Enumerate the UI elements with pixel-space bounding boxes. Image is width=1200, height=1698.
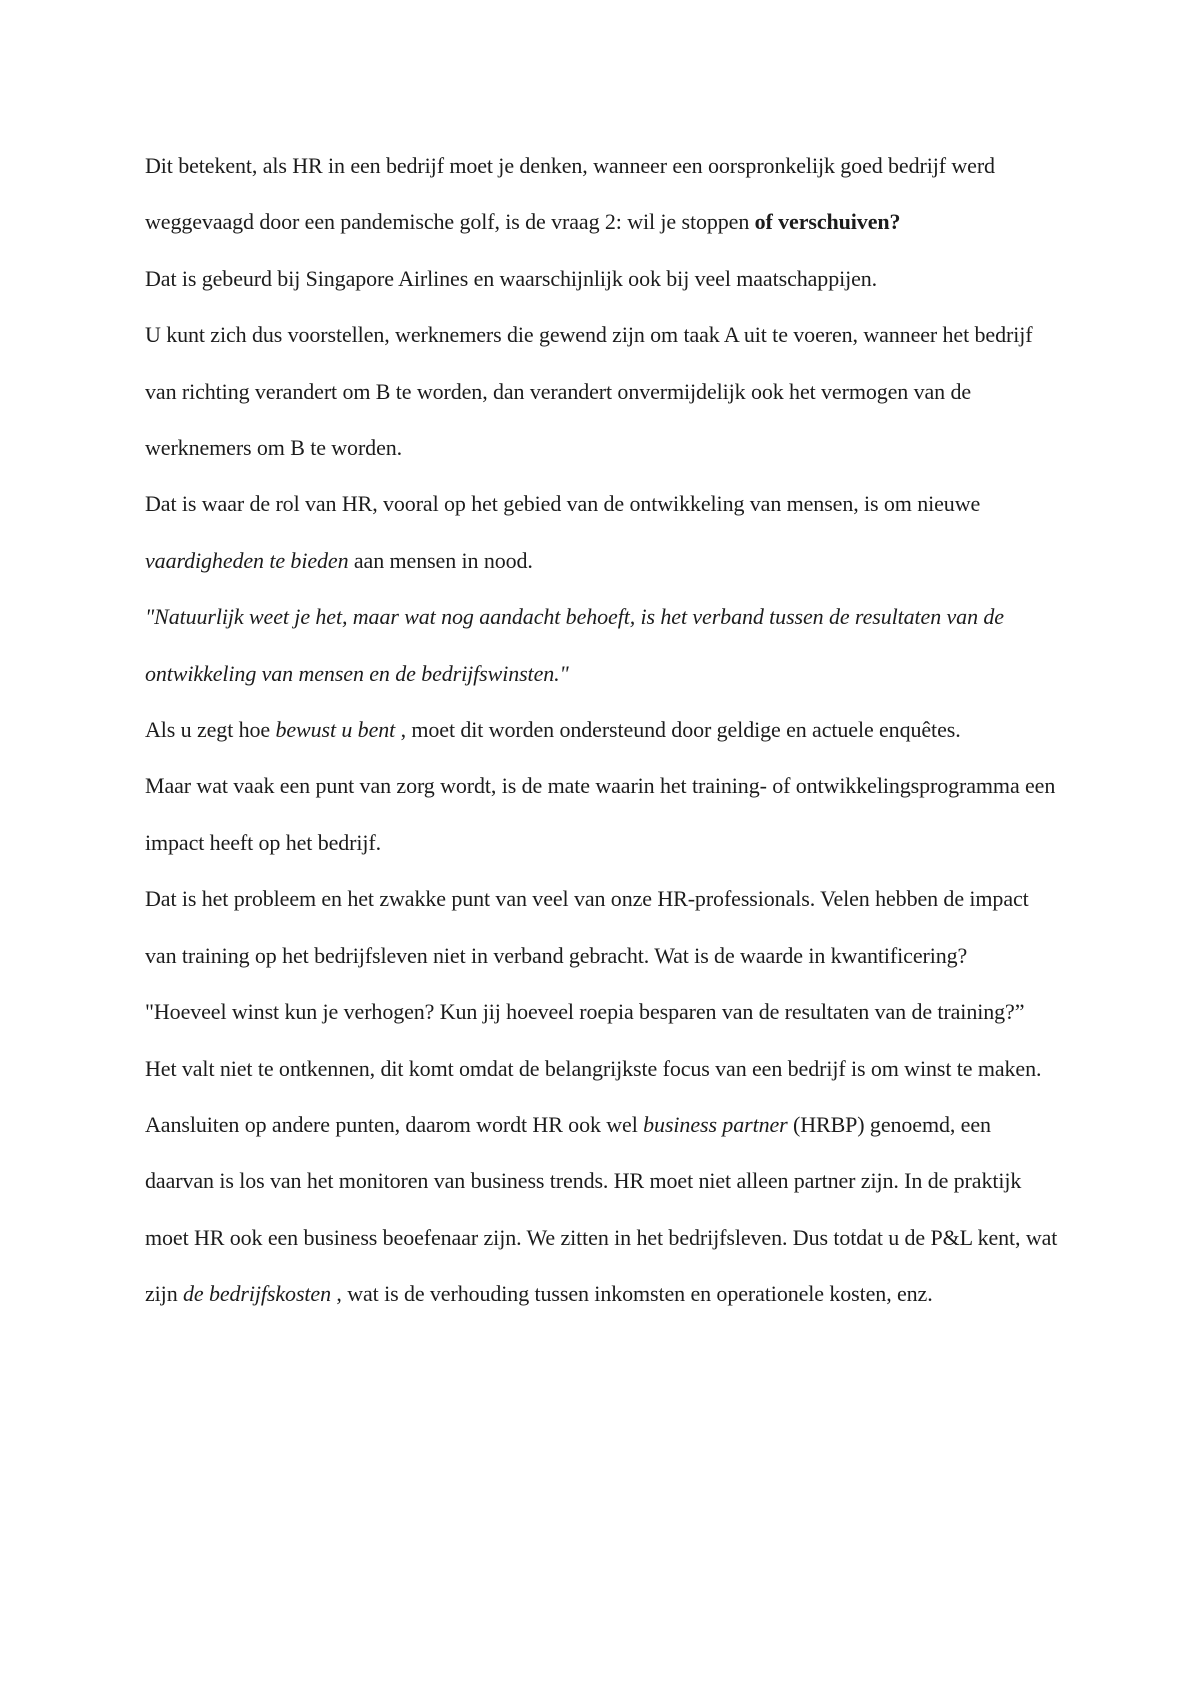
paragraph-text: , moet dit worden ondersteund door geldige en actuele enquêtes.: [395, 717, 961, 743]
paragraph-text: Als u zegt hoe: [145, 717, 276, 743]
paragraph: [145, 702, 1065, 758]
paragraph-text: U kunt zich dus voorstellen, werknemers die gewend zijn om taak A uit te voeren, wanneer het bedrijf van richting verandert om B te worden, dan verandert onvermijdelijk ook het vermogen van de werknemers om B te worden.: [145, 322, 1033, 461]
paragraph-text: Dat is waar de rol van HR, vooral op het gebied van de ontwikkeling van mensen, is om nieuwe: [145, 491, 981, 517]
paragraph: [145, 871, 1065, 984]
quote-paragraph: [145, 984, 1065, 1040]
paragraph-text: Dat is gebeurd bij Singapore Airlines en waarschijnlijk ook bij veel maatschappijen.: [145, 265, 878, 291]
italic-phrase: business partner: [643, 1111, 788, 1137]
paragraph: [145, 758, 1065, 871]
paragraph: [145, 307, 1065, 476]
paragraph: [145, 251, 1065, 307]
paragraph-text: Dit betekent, als HR in een bedrijf moet je denken, wanneer een oorspronkelijk goed bedrijf werd weggevaagd door een pandemische golf, is de vraag 2: wil je stoppen: [145, 153, 995, 235]
paragraph-text: Het valt niet te ontkennen, dit komt omdat de belangrijkste focus van een bedrijf is om winst te maken.: [145, 1055, 1042, 1081]
paragraph-text: "Hoeveel winst kun je verhogen? Kun jij hoeveel roepia besparen van de resultaten van de training?”: [145, 999, 1025, 1025]
italic-phrase: vaardigheden te bieden: [145, 547, 349, 573]
paragraph: [145, 1097, 1065, 1323]
bold-phrase: of verschuiven?: [754, 209, 901, 235]
paragraph: [145, 138, 1065, 251]
document-body: [145, 138, 1065, 1323]
paragraph-text: aan mensen in nood.: [348, 547, 533, 573]
paragraph-text: Dat is het probleem en het zwakke punt van veel van onze HR-professionals. Velen hebben de impact van training op het bedrijfsleven niet in verband gebracht. Wat is de waarde in kwantificering?: [145, 886, 1029, 968]
italic-phrase: bewust u bent: [275, 717, 396, 743]
quote-paragraph: [145, 589, 1065, 702]
italic-phrase: de bedrijfskosten: [183, 1281, 331, 1307]
paragraph: [145, 476, 1065, 589]
paragraph-text: (HRBP) genoemd, een daarvan is los van het monitoren van business trends. HR moet niet alleen partner zijn. In de praktijk moet HR ook een business beoefenaar zijn. We zitten in het bedrijfsleven. Dus totdat u de P&L kent, wat zijn: [145, 1111, 1058, 1307]
paragraph-text: Aansluiten op andere punten, daarom wordt HR ook wel: [145, 1111, 644, 1137]
paragraph-text: Maar wat vaak een punt van zorg wordt, is de mate waarin het training- of ontwikkelingsprogramma een impact heeft op het bedrijf.: [145, 773, 1056, 855]
paragraph-text: , wat is de verhouding tussen inkomsten en operationele kosten, enz.: [331, 1281, 933, 1307]
italic-quote: "Natuurlijk weet je het, maar wat nog aandacht behoeft, is het verband tussen de resultaten van de ontwikkeling van mensen en de bedrijfswinsten.": [145, 604, 1004, 686]
paragraph: [145, 1041, 1065, 1097]
